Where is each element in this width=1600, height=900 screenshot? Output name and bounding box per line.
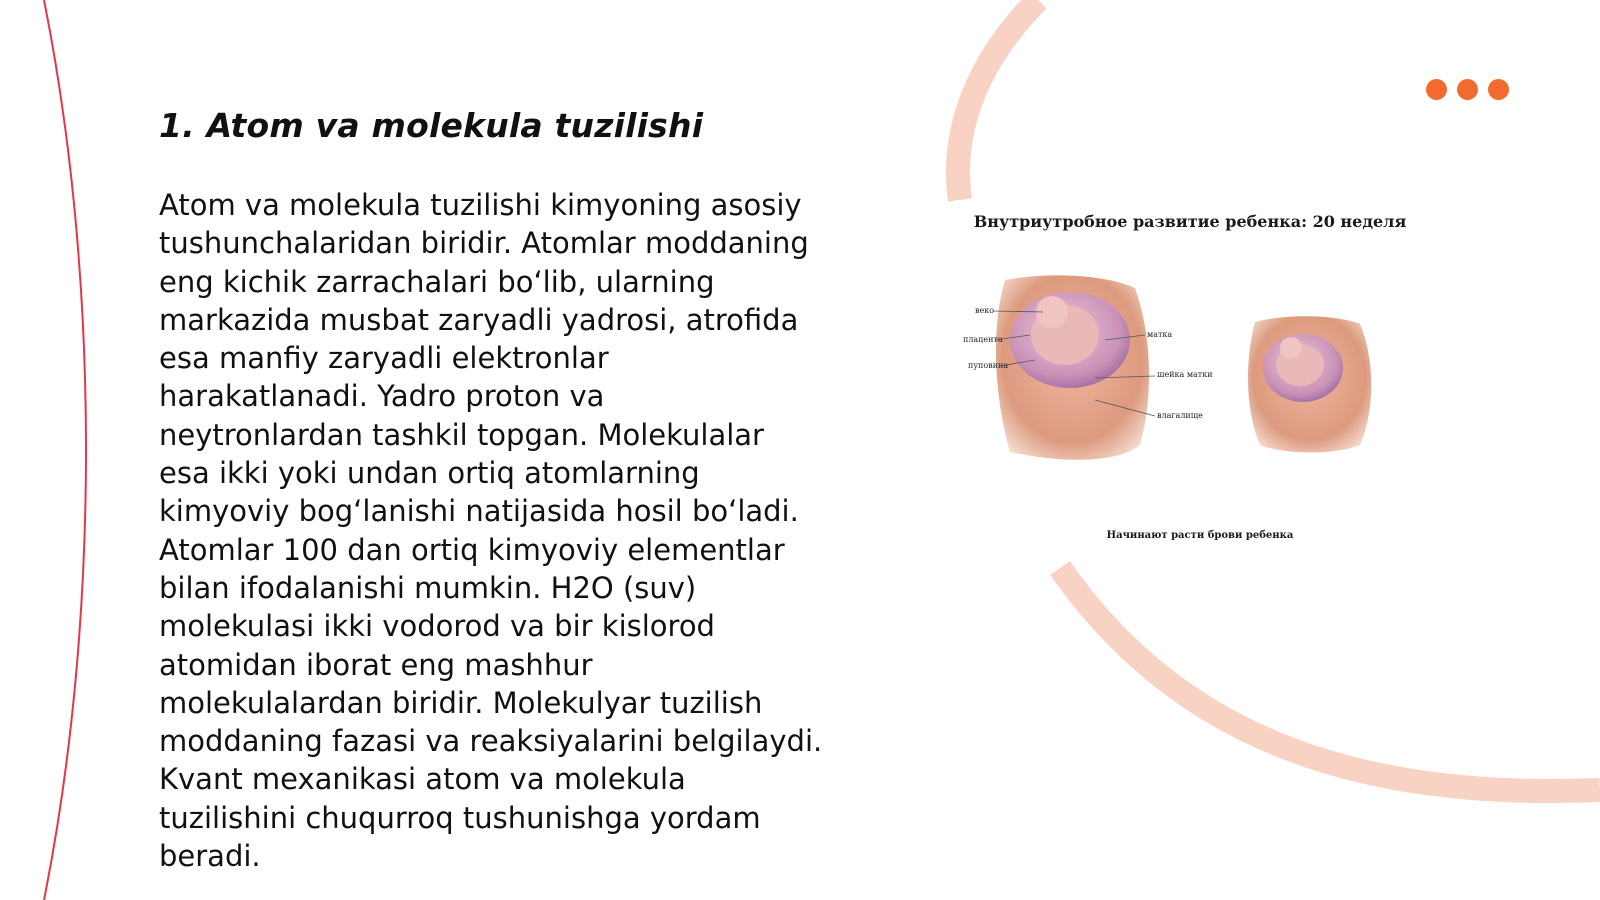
label-navel: пуповина (968, 361, 1009, 370)
dot-1 (1426, 79, 1447, 100)
top-arc (958, 0, 1038, 200)
figure-title: Внутриутробное развитие ребенка: 20 неделя (973, 212, 1407, 231)
label-cervix: шейка матки (1157, 370, 1213, 379)
bottom-arc (1060, 568, 1600, 791)
left-red-curve (44, 0, 86, 900)
dot-2 (1457, 79, 1478, 100)
label-vagina: влагалище (1157, 411, 1203, 420)
label-eyelid: веко (975, 306, 995, 315)
figure-caption: Начинают расти брови ребенка (1106, 530, 1294, 541)
slide-title: 1. Atom va molekula tuzilishi (159, 106, 704, 145)
fetus-head-small (1280, 337, 1302, 359)
slide-body-text: Atom va molekula tuzilishi kimyoning asosiy tushunchalaridan biridir. Atomlar moddaning eng kichik zarrachalari boʻlib, ularning markazida musbat zaryadli yadrosi, atrofida esa manfiy zaryadli elektronlar harakatlanadi. Yadro proton va neytronlardan tashkil topgan. Molekulalar esa ikki yoki undan ortiq atomlarning kimyoviy bogʻlanishi natijasida hosil boʻladi. Atomlar 100 dan ortiq kimyoviy elementlar bilan ifodalanishi mumkin. H2O (suv) molekulasi ikki vodorod va bir kislorod atomidan iborat eng mashhur molekulalardan biridir. Molekulyar tuzilish moddaning fazasi va reaksiyalarini belgilaydi. Kvant mexanikasi atom va molekula tuzilishini chuqurroq tushunishga yordam beradi. (159, 188, 823, 874)
label-placenta: плацента (963, 335, 1003, 344)
label-uterus: матка (1147, 330, 1173, 339)
dot-3 (1488, 79, 1509, 100)
three-dots-icon (1426, 79, 1509, 100)
fetal-development-figure (955, 200, 1425, 550)
